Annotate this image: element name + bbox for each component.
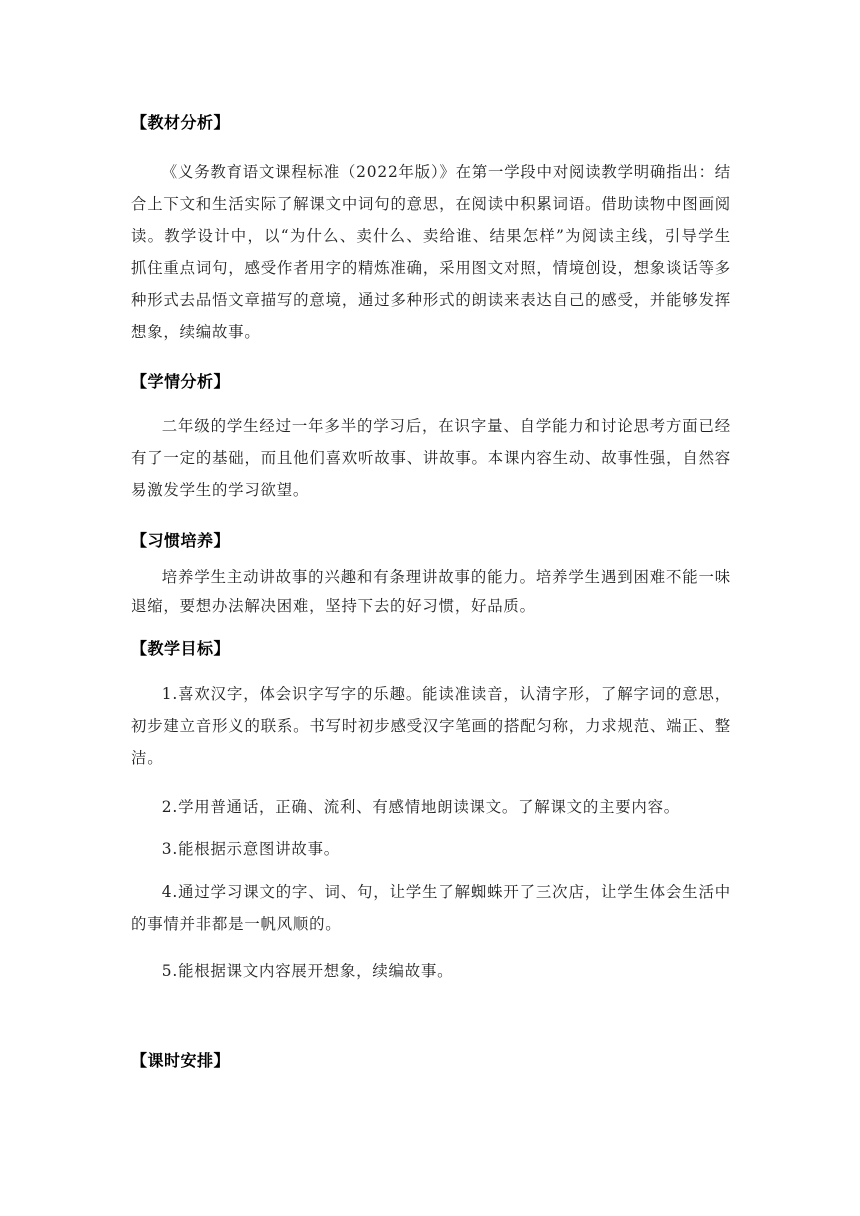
heading-habit-cultivation: 【习惯培养】 (131, 531, 231, 550)
paragraph-student-analysis: 二年级的学生经过一年多半的学习后，在识字量、自学能力和讨论思考方面已经有了一定的基础，而且他们喜欢听故事、讲故事。本课内容生动、故事性强，自然容易激发学生的学习欲望。 (131, 417, 731, 499)
goal-item-3: 3.能根据示意图讲故事。 (161, 840, 340, 858)
goal-item-5: 5.能根据课文内容展开想象，续编故事。 (161, 962, 454, 980)
paragraph-textbook-analysis: 《义务教育语文课程标准（2022年版）》在第一学段中对阅读教学明确指出：结合上下文和生活实际了解课文中词句的意思，在阅读中积累词语。借助读物中图画阅读。教学设计中，以“为什么、卖什么、卖给谁、结果怎样”为阅读主线，引导学生抓住重点词句，感受作者用字的精炼准确，采用图文对照，情境创设，想象谈话等多种形式去品悟文章描写的意境，通过多种形式的朗读来表达自己的感受，并能够发挥想象，续编故事。 (131, 163, 731, 341)
goal-item-4: 4.通过学习课文的字、词、句，让学生了解蜘蛛开了三次店，让学生体会生活中的事情并非都是一帆风顺的。 (131, 883, 731, 933)
heading-class-schedule: 【课时安排】 (131, 1051, 231, 1070)
heading-student-analysis: 【学情分析】 (131, 372, 231, 391)
goal-item-2: 2.学用普通话，正确、流利、有感情地朗读课文。了解课文的主要内容。 (161, 798, 680, 816)
goal-item-1: 1.喜欢汉字，体会识字写字的乐趣。能读准读音，认清字形，了解字词的意思，初步建立音形义的联系。书写时初步感受汉字笔画的搭配匀称，力求规范、端正、整洁。 (131, 685, 731, 767)
paragraph-habit-cultivation: 培养学生主动讲故事的兴趣和有条理讲故事的能力。培养学生遇到困难不能一味退缩，要想办法解决困难，坚持下去的好习惯，好品质。 (131, 568, 731, 615)
heading-teaching-goals: 【教学目标】 (131, 639, 231, 658)
heading-textbook-analysis: 【教材分析】 (131, 113, 231, 132)
